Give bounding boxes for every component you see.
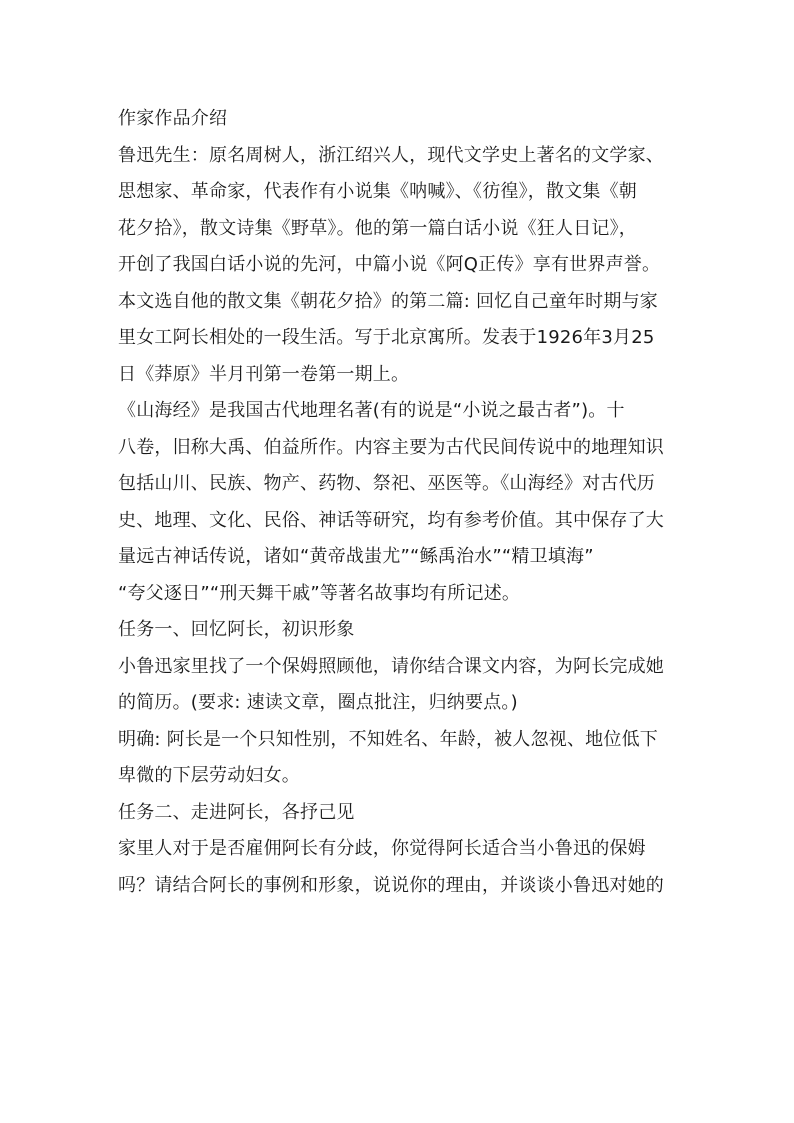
paragraph-line: 日《莽原》半月刊第一卷第一期上。: [118, 363, 410, 385]
paragraph-line: 量远古神话传说，诸如“黄帝战蚩尤”“鲧禹治水”“精卫填海”: [118, 546, 594, 567]
paragraph-line: 鲁迅先生：原名周树人，浙江绍兴人，现代文学史上著名的文学家、: [118, 144, 664, 166]
paragraph-line: 小鲁迅家里找了一个保姆照顾他，请你结合课文内容，为阿长完成她: [118, 655, 664, 677]
paragraph-line: 里女工阿长相处的一段生活。写于北京寓所。发表于1926年3月25: [118, 327, 655, 348]
paragraph-line: 史、地理、文化、民俗、神话等研究，均有参考价值。其中保存了大: [118, 509, 664, 531]
document-body: [118, 101, 684, 904]
task-two-heading: 任务二、走进阿长，各抒己见: [118, 801, 355, 823]
paragraph-line: 家里人对于是否雇佣阿长有分歧，你觉得阿长适合当小鲁迅的保姆: [118, 838, 646, 859]
paragraph-line: 吗？请结合阿长的事例和形象，说说你的理由，并谈谈小鲁迅对她的: [118, 874, 664, 896]
paragraph-line: 的简历。(要求: 速读文章，圈点批注，归纳要点。): [118, 692, 518, 713]
paragraph-line: 《山海经》是我国古代地理名著(有的说是“小说之最古者”)。十: [118, 400, 625, 421]
paragraph-line: “夸父逐日”“刑天舞干戚”等著名故事均有所记述。: [118, 582, 521, 604]
answer-line: 卑微的下层劳动妇女。: [118, 765, 300, 786]
paragraph-line: 开创了我国白话小说的先河，中篇小说《阿Q正传》享有世界声誉。: [118, 254, 661, 275]
paragraph-line: 包括山川、民族、物产、药物、祭祀、巫医等。《山海经》对古代历: [118, 473, 655, 494]
answer-line: 明确: 阿长是一个只知性别，不知姓名、年龄，被人忽视、地位低下: [118, 728, 658, 750]
task-one-heading: 任务一、回忆阿长，初识形象: [118, 619, 355, 640]
section-heading-author-intro: 作家作品介绍: [118, 108, 228, 129]
paragraph-line: 八卷，旧称大禹、伯益所作。内容主要为古代民间传说中的地理知识: [118, 436, 664, 458]
paragraph-line: 本文选自他的散文集《朝花夕拾》的第二篇: 回忆自己童年时期与家: [118, 290, 658, 312]
paragraph-line: 花夕拾》，散文诗集《野草》。他的第一篇白话小说《狂人日记》，: [118, 217, 637, 239]
paragraph-line: 思想家、革命家，代表作有小说集《呐喊》、《彷徨》，散文集《朝: [118, 181, 637, 202]
